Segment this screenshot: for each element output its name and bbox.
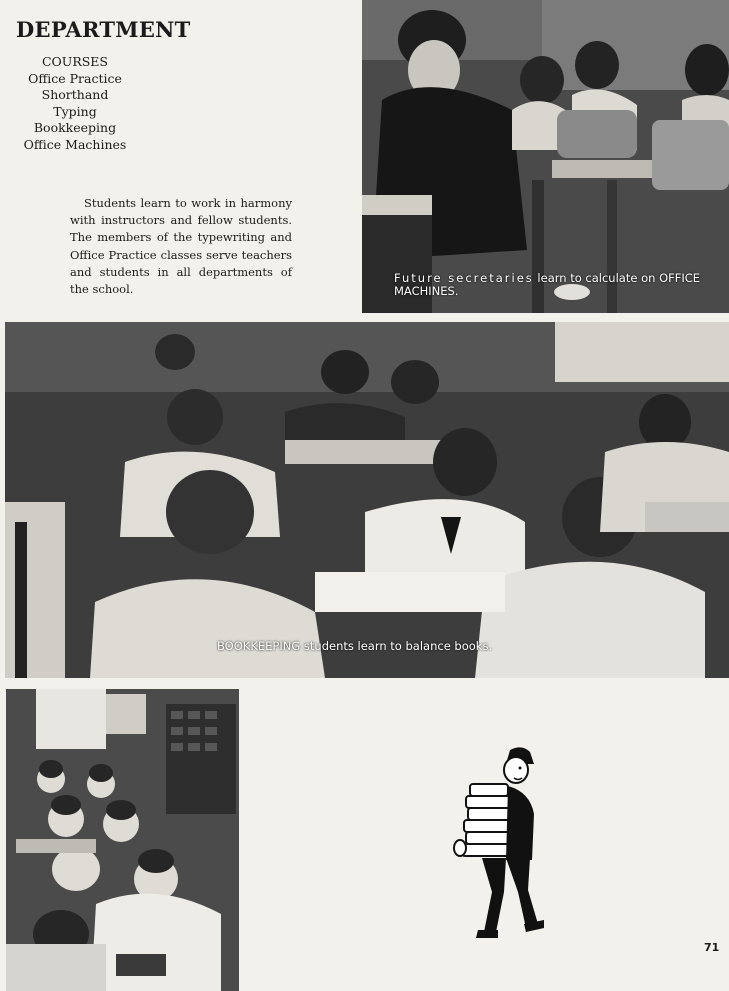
course-item: Shorthand <box>41 87 109 103</box>
photo-bookkeeping <box>5 322 729 678</box>
courses-list <box>0 54 150 154</box>
photo-typing-class <box>6 689 239 991</box>
cartoon-figure-carrying-books <box>448 742 548 942</box>
caption-spaced-text: Future secretaries <box>394 271 534 285</box>
cartoon-figure-image <box>448 742 548 942</box>
courses-label: COURSES <box>41 54 108 69</box>
caption-text: learn to calculate on <box>533 271 660 285</box>
caption-caps-text: BOOKKEEPING <box>217 639 301 653</box>
course-item: Typing <box>53 103 97 119</box>
course-item: Office Practice <box>28 70 122 86</box>
caption-text: students learn to balance books. <box>300 639 493 653</box>
page-heading: DEPARTMENT <box>16 17 191 42</box>
photo-bookkeeping-image <box>5 322 729 678</box>
photo-bookkeeping-caption <box>217 640 717 653</box>
page-number: 71 <box>704 941 720 954</box>
course-item: Office Machines <box>23 136 127 152</box>
photo-office-machines <box>362 0 729 313</box>
caption-caps-text: OFFICE MACHINES. <box>394 271 701 298</box>
photo-typing-class-image <box>6 689 239 991</box>
photo-office-machines-caption <box>394 272 724 298</box>
photo-office-machines-image <box>362 0 729 313</box>
department-description: Students learn to work in harmony with instructors and fellow students. The members of the typewriting and Office Practice classes serve teachers and students in all departments of the school. <box>70 196 292 297</box>
course-item: Bookkeeping <box>33 120 117 136</box>
